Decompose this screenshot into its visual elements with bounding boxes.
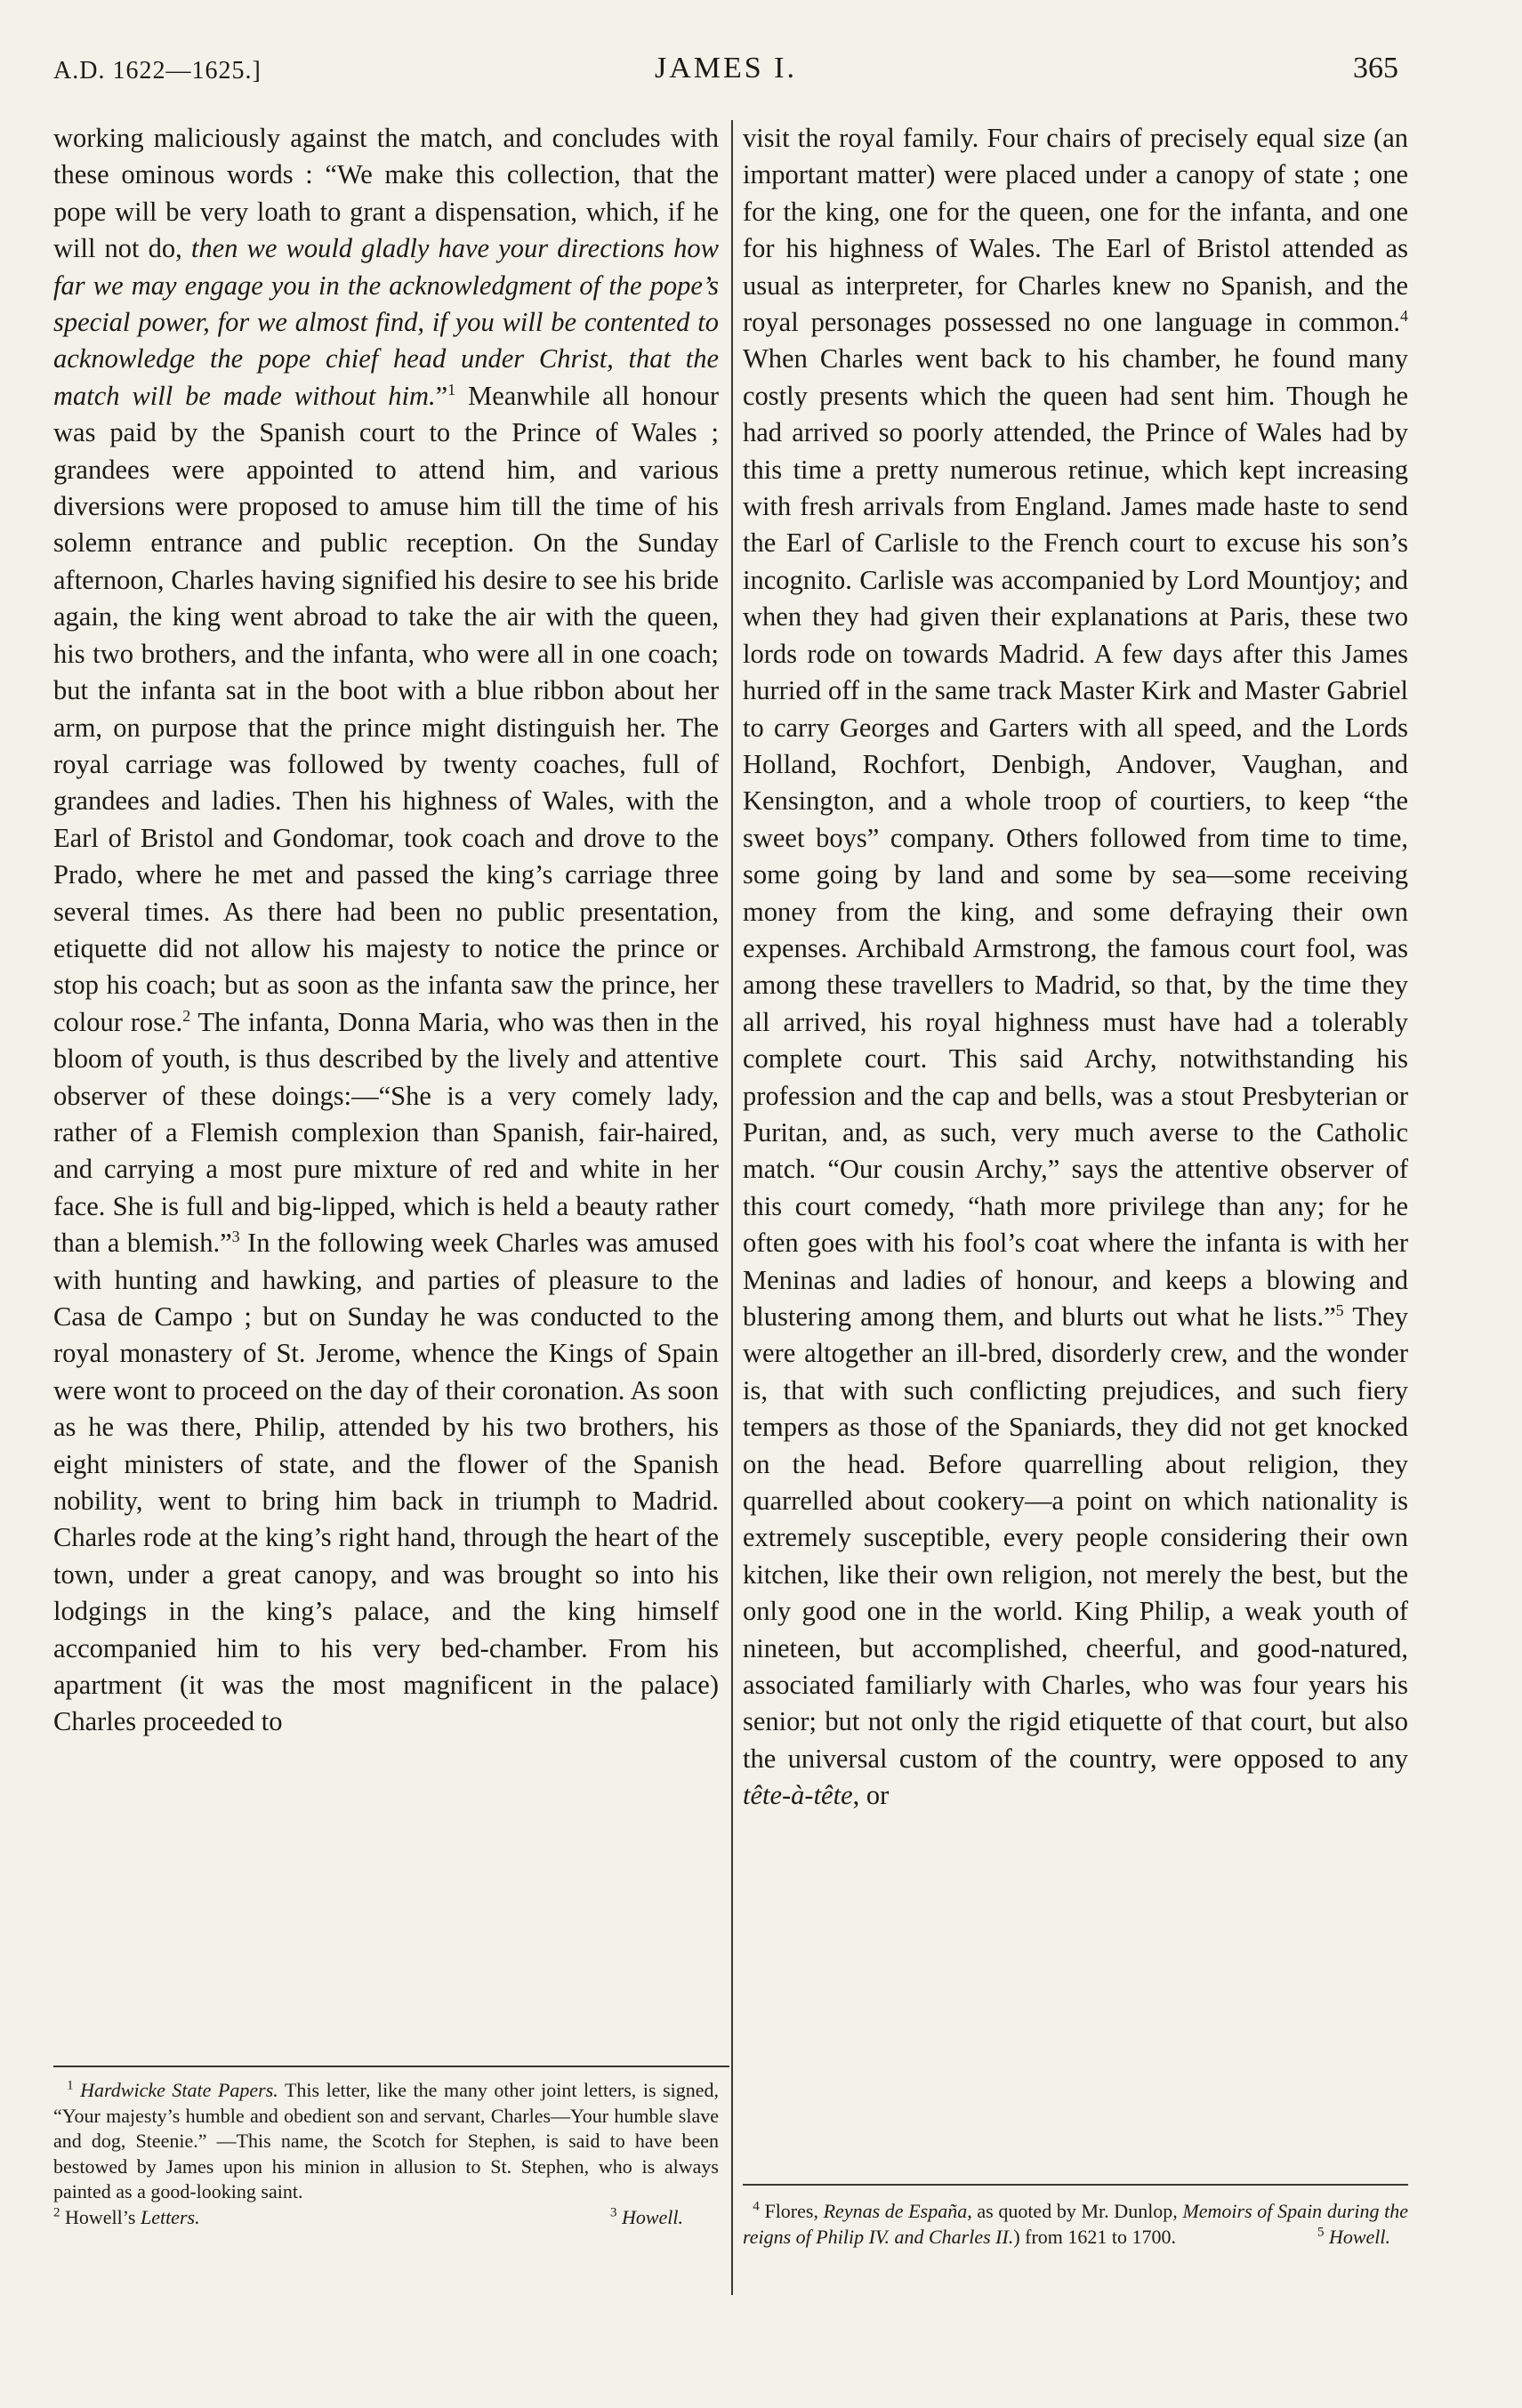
- header-date-range: A.D. 1622—1625.]: [53, 57, 262, 85]
- column-divider: [731, 120, 733, 2295]
- footnote-5: $^5$ Howell.: [1317, 2225, 1390, 2248]
- footnote-rule-right: [743, 2184, 1408, 2186]
- footnote-ref-1[interactable]: 1: [447, 380, 456, 399]
- running-header: [53, 52, 1398, 96]
- footnote-1: $^1$ Hardwicke State Papers. This letter, like the many other joint letters, is signed, “Your majesty’s humble and obedient son and servant, Charles—Your humble slave and dog, Steenie.” —This name, the Scotch for Stephen, is said to have been bestowed by James upon his minion in allusion to St. Stephen, who is always painted as a good-looking saint.: [53, 2078, 720, 2203]
- footnote-4: $^4$ Flores, Reynas de España, as quoted by Mr. Dunlop, Memoirs of Spain during the reigns of Philip IV. and Charles II.) from 1621 to 1700.: [743, 2199, 1409, 2248]
- right-column: [743, 120, 1408, 1815]
- footnote-ref-2[interactable]: 2: [182, 1006, 191, 1025]
- footnote-3: $^3$ Howell.: [609, 2205, 683, 2228]
- header-title: JAMES I.: [654, 52, 798, 85]
- footnote-2: $^2$ Howell’s Letters.: [53, 2205, 200, 2228]
- right-column-text: visit the royal family. Four chairs of precisely equal size (an important matter) were placed under a canopy of state ; one for the king, one for the queen, one for the infanta, and one for his highness of Wales. The Earl of Bristol attended as usual as interpreter, for Charles knew no Spanish, and the royal personages possessed no one language in common.$^4$ When Charles went back to his chamber, he found many costly presents which the queen had sent him. Though he had arrived so poorly attended, the Prince of Wales had by this time a pretty numerous retinue, which kept increasing with fresh arrivals from England. James made haste to send the Earl of Carlisle to the French court to excuse his son’s incognito. Carlisle was accompanied by Lord Mountjoy; and when they had given their explanations at Paris, these two lords rode on towards Madrid. A few days after this James hurried off in the same track Master Kirk and Master Gabriel to carry Georges and Garters with all speed, and the Lords Holland, Rochfort, Denbigh, Andover, Vaughan, and Kensington, and a whole troop of courtiers, to keep “the sweet boys” company. Others followed from time to time, some going by land and some by sea—some receiving money from the king, and some defraying their own expenses. Archibald Armstrong, the famous court fool, was among these travellers to Madrid, so that, by the time they all arrived, his royal highness must have had a tolerably complete court. This said Archy, notwithstanding his profession and the cap and bells, was a stout Presbyterian or Puritan, and, as such, very much averse to the Catholic match. “Our cousin Archy,” says the attentive observer of this court comedy, “hath more privilege than any; for he often goes with his fool’s coat where the infanta is with her Meninas and ladies of honour, and keeps a blowing and blustering among them, and blurts out what he lists.”$^5$ They were altogether an ill-bred, disorderly crew, and the wonder is, that with such conflicting prejudices, and such fiery tempers as those of the Spaniards, they did not get knocked on the head. Before quarrelling about religion, they quarrelled about cookery—a point on which nationality is extremely susceptible, every people considering their own kitchen, like their own religion, not merely the best, but the only good one in the world. King Philip, a weak youth of nineteen, but accomplished, cheerful, and good-natured, associated familiarly with Charles, who was four years his senior; but not only the rigid etiquette of that court, but also the universal custom of the country, were opposed to any tête-à-tête, or: [743, 123, 1408, 1811]
- footnote-ref-5[interactable]: 5: [1335, 1301, 1344, 1319]
- footnotes-2-3: [53, 2205, 719, 2231]
- footnote-rule-left: [53, 2066, 729, 2067]
- footnote-ref-4[interactable]: 4: [1400, 306, 1408, 325]
- left-column-text: working maliciously against the match, and concludes with these ominous words : “We make this collection, that the pope will be very loath to grant a dispensation, which, if he will not do, then we would gladly have your directions how far we may engage you in the acknowledgment of the pope’s special power, for we almost find, if you will be contented to acknowledge the pope chief head under Christ, that the match will be made without him.”$^1$ Meanwhile all honour was paid by the Spanish court to the Prince of Wales ; grandees were appointed to attend him, and various diversions were proposed to amuse him till the time of his solemn entrance and public reception. On the Sunday afternoon, Charles having signified his desire to see his bride again, the king went abroad to take the air with the queen, his two brothers, and the infanta, who were all in one coach; but the infanta sat in the boot with a blue ribbon about her arm, on purpose that the prince might distinguish her. The royal carriage was followed by twenty coaches, full of grandees and ladies. Then his highness of Wales, with the Earl of Bristol and Gondomar, took coach and drove to the Prado, where he met and passed the king’s carriage three several times. As there had been no public presentation, etiquette did not allow his majesty to notice the prince or stop his coach; but as soon as the infanta saw the prince, her colour rose.$^2$ The infanta, Donna Maria, who was then in the bloom of youth, is thus described by the lively and attentive observer of these doings:—“She is a very comely lady, rather of a Flemish complexion than Spanish, fair-haired, and carrying a most pure mixture of red and white in her face. She is full and big-lipped, which is held a beauty rather than a blemish.”$^3$ In the following week Charles was amused with hunting and hawking, and parties of pleasure to the Casa de Campo ; but on Sunday he was conducted to the royal monastery of St. Jerome, whence the Kings of Spain were wont to proceed on the day of their coronation. As soon as he was there, Philip, attended by his two brothers, his eight ministers of state, and the flower of the Spanish nobility, went to bring him back in triumph to Madrid. Charles rode at the king’s right hand, through the heart of the town, under a great canopy, and was brought so into his lodgings in the king’s palace, and the king himself accompanied him to his very bed-chamber. From his apartment (it was the most magnificent in the palace) Charles proceeded to: [53, 123, 720, 1737]
- left-column: [53, 120, 719, 1741]
- footnote-ref-3[interactable]: 3: [231, 1228, 240, 1246]
- footnotes-right: [743, 2199, 1408, 2251]
- page-number: 365: [1353, 52, 1398, 85]
- footnotes-left: [53, 2078, 719, 2230]
